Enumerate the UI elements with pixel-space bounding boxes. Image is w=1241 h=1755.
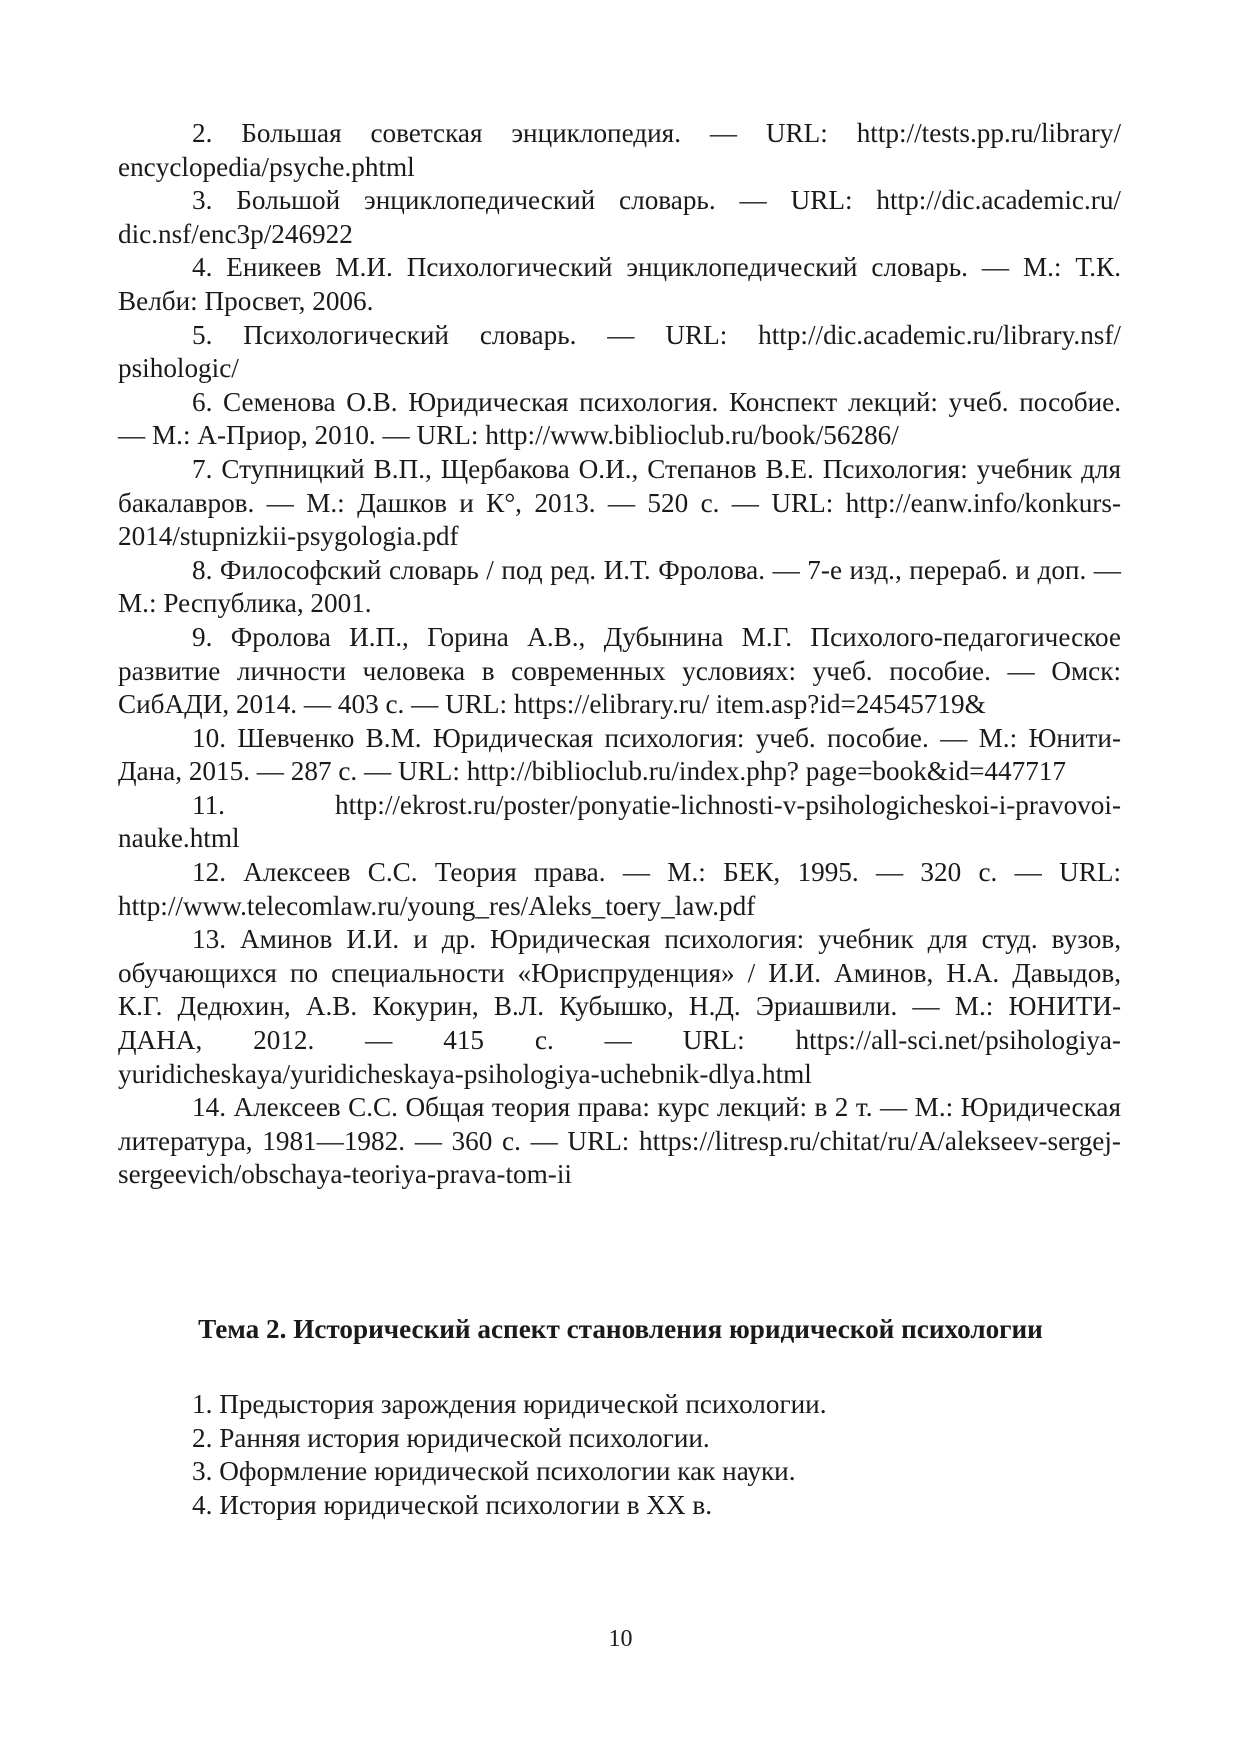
reference-item: 13. Аминов И.И. и др. Юридическая психология: учебник для студ. вузов, обучающихся по специальности «Юриспруденция» / И.И. Аминов, Н.А. Давыдов, К.Г. Дедюхин, А.В. Кокурин, В.Л. Кубышко, Н.Д. Эриашвили. — М.: ЮНИТИ-ДАНА, 2012. — 415 с. — URL: https://all-sci.net/psihologiya-yuridicheskaya/yuridicheskaya-psihologiya-uchebnik-dlya.html <box>118 924 1121 1089</box>
page-number: 10 <box>608 1626 633 1652</box>
reference-item: 4. Еникеев М.И. Психологический энциклопедический словарь. — М.: Т.К. Велби: Просвет, 2006. <box>118 252 1121 316</box>
topic-item: 2. Ранняя история юридической психологии. <box>192 1422 710 1453</box>
topic-item: 4. История юридической психологии в XX в. <box>192 1489 713 1520</box>
reference-item: 6. Семенова О.В. Юридическая психология. Конспект лекций: учеб. пособие. — М.: А-Приор, 2010. — URL: http://www.biblioclub.ru/book/56286/ <box>118 386 1121 451</box>
reference-item: 8. Философский словарь / под ред. И.Т. Фролова. — 7-е изд., перераб. и доп. — М.: Республика, 2001. <box>118 554 1121 619</box>
reference-list <box>118 117 1121 1192</box>
reference-item: 10. Шевченко В.М. Юридическая психология: учеб. пособие. — М.: Юнити-Дана, 2015. — 287 с. — URL: http://biblioclub.ru/index.php? page=book&id=447717 <box>118 722 1121 787</box>
reference-item: 5. Психологический словарь. — URL: http://dic.academic.ru/library.nsf/ psihologic/ <box>118 319 1121 384</box>
reference-item: 7. Ступницкий В.П., Щербакова О.И., Степанов В.Е. Психология: учебник для бакалавров. — М.: Дашков и К°, 2013. — 520 с. — URL: http://eanw.info/konkurs-2014/stupnizkii-psygologia.pdf <box>118 453 1121 552</box>
section-heading: Тема 2. Исторический аспект становления юридической психологии <box>198 1314 1043 1344</box>
reference-item: 14. Алексеев С.С. Общая теория права: курс лекций: в 2 т. — М.: Юридическая литература, 1981—1982. — 360 с. — URL: https://litresp.ru/chitat/ru/A/alekseev-sergej-sergeevich/obschaya-teoriya-prava-tom-ii <box>118 1092 1121 1190</box>
topic-list <box>192 1388 1121 1522</box>
reference-item: 9. Фролова И.П., Горина А.В., Дубынина М.Г. Психолого-педагогическое развитие личности человека в современных условиях: учеб. пособие. — Омск: СибАДИ, 2014. — 403 с. — URL: https://elibrary.ru/ item.asp?id=24545719& <box>118 621 1121 720</box>
topic-item: 3. Оформление юридической психологии как науки. <box>192 1456 796 1487</box>
topic-item: 1. Предыстория зарождения юридической психологии. <box>192 1389 827 1419</box>
reference-item: 11. http://ekrost.ru/poster/ponyatie-lichnosti-v-psihologicheskoi-i-pravovoi-nauke.html <box>118 789 1121 854</box>
reference-item: 2. Большая советская энциклопедия. — URL: http://tests.pp.ru/library/ encyclopedia/psyche.phtml <box>118 118 1121 182</box>
reference-item: 3. Большой энциклопедический словарь. — URL: http://dic.academic.ru/ dic.nsf/enc3p/246922 <box>118 185 1121 249</box>
reference-item: 12. Алексеев С.С. Теория права. — М.: БЕК, 1995. — 320 с. — URL: http://www.telecomlaw.ru/young_res/Aleks_toery_law.pdf <box>118 857 1121 921</box>
